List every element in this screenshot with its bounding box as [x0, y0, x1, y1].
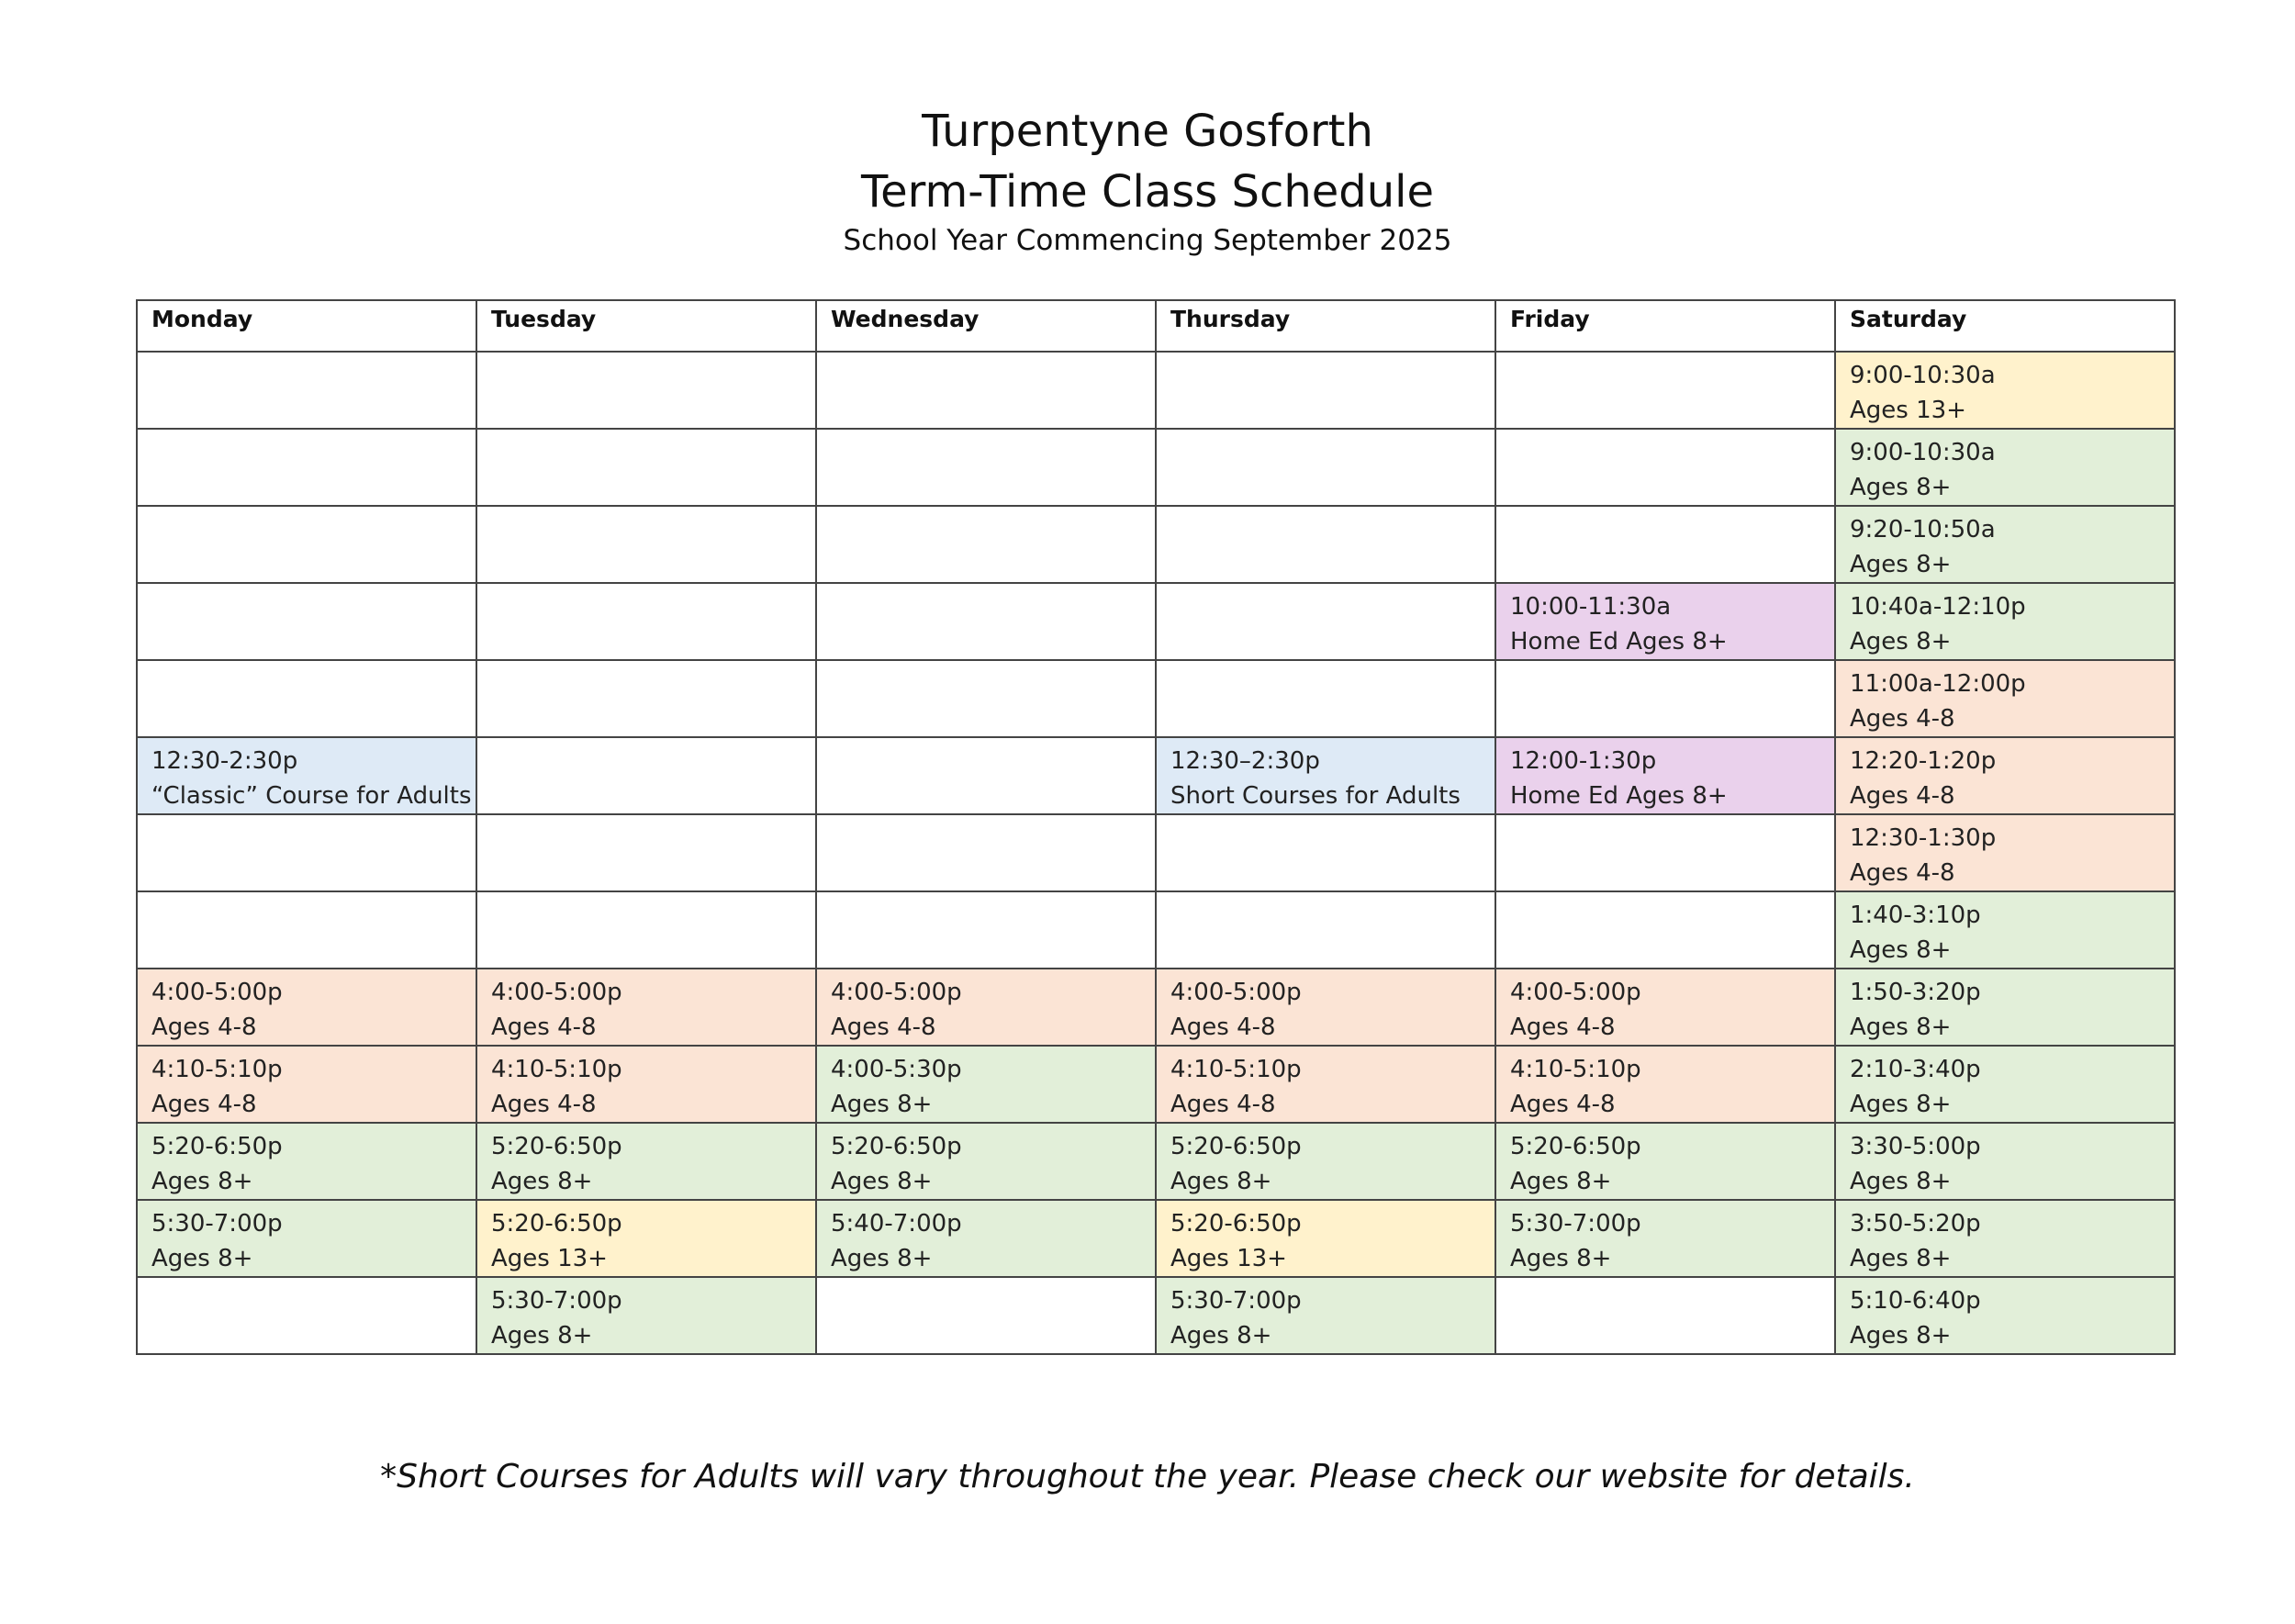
class-cell-saturday [1835, 429, 2175, 506]
class-cell-monday [137, 1046, 476, 1123]
class-description: Ages 8+ [831, 1245, 933, 1272]
class-time: 5:30-7:00p [491, 1287, 622, 1315]
class-cell-thursday [1156, 429, 1495, 506]
class-description: Ages 8+ [491, 1322, 593, 1350]
class-description: Ages 4-8 [151, 1091, 257, 1118]
class-cell-thursday [1156, 352, 1495, 429]
class-time: 12:30–2:30p [1170, 747, 1320, 775]
class-cell-friday [1495, 1277, 1835, 1354]
class-cell-saturday [1835, 814, 2175, 891]
class-cell-wednesday [816, 352, 1156, 429]
class-cell-friday [1495, 969, 1835, 1046]
schedule-row [137, 429, 2175, 506]
schedule-body [137, 352, 2175, 1354]
class-cell-monday [137, 1123, 476, 1200]
class-cell-tuesday [476, 1200, 816, 1277]
class-description: Ages 8+ [1170, 1322, 1272, 1350]
class-time: 10:00-11:30a [1510, 593, 1672, 621]
schedule-row [137, 737, 2175, 814]
class-description: Ages 4-8 [1170, 1014, 1276, 1041]
class-description: Ages 8+ [1850, 628, 1952, 655]
class-cell-monday [137, 506, 476, 583]
class-description: Short Courses for Adults [1170, 782, 1461, 810]
class-cell-thursday [1156, 891, 1495, 969]
class-cell-tuesday [476, 1046, 816, 1123]
class-cell-friday [1495, 814, 1835, 891]
class-schedule-table [136, 299, 2176, 1355]
class-cell-saturday [1835, 1123, 2175, 1200]
class-cell-wednesday [816, 1200, 1156, 1277]
class-time: 4:00-5:00p [491, 979, 622, 1006]
class-time: 4:00-5:00p [831, 979, 962, 1006]
class-time: 4:00-5:00p [1510, 979, 1641, 1006]
schedule-row [137, 1200, 2175, 1277]
class-time: 3:30-5:00p [1850, 1133, 1981, 1160]
class-description: Ages 4-8 [1510, 1014, 1616, 1041]
class-description: Ages 4-8 [491, 1014, 597, 1041]
day-header-row [137, 300, 2175, 352]
class-description: Ages 8+ [831, 1091, 933, 1118]
schedule-row [137, 969, 2175, 1046]
class-time: 4:00-5:00p [151, 979, 283, 1006]
day-header-tuesday: Tuesday [476, 300, 816, 352]
class-description: Ages 8+ [1850, 1168, 1952, 1195]
class-cell-wednesday [816, 1123, 1156, 1200]
schedule-row [137, 1046, 2175, 1123]
class-cell-tuesday [476, 660, 816, 737]
footnote: *Short Courses for Adults will vary throughout the year. Please check our website for details. [380, 1458, 1915, 1495]
class-time: 5:20-6:50p [1510, 1133, 1641, 1160]
document-subtitle-heading: Term-Time Class Schedule [860, 166, 1435, 218]
class-time: 5:30-7:00p [1510, 1210, 1641, 1238]
class-description: Ages 8+ [831, 1168, 933, 1195]
class-cell-monday [137, 429, 476, 506]
class-description: Ages 8+ [1850, 551, 1952, 578]
class-cell-tuesday [476, 969, 816, 1046]
class-cell-wednesday [816, 814, 1156, 891]
class-cell-friday [1495, 660, 1835, 737]
class-cell-tuesday [476, 1123, 816, 1200]
class-description: Ages 8+ [491, 1168, 593, 1195]
class-cell-thursday [1156, 737, 1495, 814]
class-cell-wednesday [816, 737, 1156, 814]
class-cell-tuesday [476, 814, 816, 891]
class-description: Ages 8+ [151, 1245, 253, 1272]
class-time: 9:00-10:30a [1850, 362, 1996, 389]
class-time: 5:20-6:50p [491, 1210, 622, 1238]
class-time: 1:40-3:10p [1850, 902, 1981, 929]
class-time: 12:30-1:30p [1850, 824, 1997, 852]
class-cell-friday [1495, 583, 1835, 660]
class-description: Ages 4-8 [1850, 782, 1955, 810]
class-cell-thursday [1156, 1046, 1495, 1123]
class-cell-thursday [1156, 814, 1495, 891]
class-description: “Classic” Course for Adults [151, 782, 472, 810]
class-cell-thursday [1156, 1277, 1495, 1354]
class-cell-thursday [1156, 1123, 1495, 1200]
schedule-row [137, 352, 2175, 429]
class-time: 4:10-5:10p [1170, 1056, 1302, 1083]
class-description: Ages 8+ [1170, 1168, 1272, 1195]
class-time: 12:30-2:30p [151, 747, 298, 775]
class-description: Ages 8+ [1850, 474, 1952, 501]
class-description: Ages 8+ [1850, 1245, 1952, 1272]
class-time: 4:10-5:10p [1510, 1056, 1641, 1083]
class-cell-friday [1495, 352, 1835, 429]
class-cell-saturday [1835, 352, 2175, 429]
class-cell-saturday [1835, 891, 2175, 969]
class-cell-friday [1495, 891, 1835, 969]
day-header-wednesday: Wednesday [816, 300, 1156, 352]
class-cell-monday [137, 969, 476, 1046]
class-cell-tuesday [476, 506, 816, 583]
schedule-row [137, 583, 2175, 660]
class-description: Home Ed Ages 8+ [1510, 628, 1728, 655]
class-description: Ages 8+ [1850, 936, 1952, 964]
class-time: 5:20-6:50p [831, 1133, 962, 1160]
class-time: 10:40a-12:10p [1850, 593, 2026, 621]
class-description: Ages 4-8 [1850, 705, 1955, 733]
class-cell-tuesday [476, 1277, 816, 1354]
class-description: Ages 4-8 [1170, 1091, 1276, 1118]
class-cell-saturday [1835, 506, 2175, 583]
class-cell-saturday [1835, 583, 2175, 660]
class-cell-tuesday [476, 583, 816, 660]
schedule-row [137, 891, 2175, 969]
class-time: 4:00-5:30p [831, 1056, 962, 1083]
class-description: Ages 13+ [1850, 397, 1966, 424]
class-cell-monday [137, 1277, 476, 1354]
class-cell-monday [137, 737, 476, 814]
class-time: 12:20-1:20p [1850, 747, 1997, 775]
class-description: Ages 8+ [1510, 1245, 1612, 1272]
class-cell-wednesday [816, 969, 1156, 1046]
class-cell-saturday [1835, 1200, 2175, 1277]
class-description: Ages 13+ [491, 1245, 608, 1272]
class-time: 2:10-3:40p [1850, 1056, 1981, 1083]
class-description: Ages 4-8 [151, 1014, 257, 1041]
class-time: 5:20-6:50p [1170, 1133, 1302, 1160]
class-time: 1:50-3:20p [1850, 979, 1981, 1006]
class-description: Ages 4-8 [491, 1091, 597, 1118]
class-cell-thursday [1156, 1200, 1495, 1277]
class-cell-monday [137, 814, 476, 891]
class-description: Ages 4-8 [1510, 1091, 1616, 1118]
class-cell-wednesday [816, 891, 1156, 969]
class-time: 3:50-5:20p [1850, 1210, 1981, 1238]
school-year-caption: School Year Commencing September 2025 [843, 224, 1452, 257]
class-cell-wednesday [816, 506, 1156, 583]
class-description: Ages 8+ [1510, 1168, 1612, 1195]
schedule-row [137, 1123, 2175, 1200]
class-cell-thursday [1156, 660, 1495, 737]
class-cell-wednesday [816, 1046, 1156, 1123]
class-time: 5:30-7:00p [151, 1210, 283, 1238]
class-cell-monday [137, 583, 476, 660]
class-cell-friday [1495, 1123, 1835, 1200]
class-time: 5:20-6:50p [491, 1133, 622, 1160]
class-cell-friday [1495, 1200, 1835, 1277]
day-header-monday: Monday [137, 300, 476, 352]
class-cell-saturday [1835, 969, 2175, 1046]
class-description: Home Ed Ages 8+ [1510, 782, 1728, 810]
class-cell-monday [137, 352, 476, 429]
class-time: 5:20-6:50p [151, 1133, 283, 1160]
class-time: 4:00-5:00p [1170, 979, 1302, 1006]
class-description: Ages 4-8 [831, 1014, 936, 1041]
class-cell-tuesday [476, 891, 816, 969]
class-time: 11:00a-12:00p [1850, 670, 2026, 698]
class-time: 5:10-6:40p [1850, 1287, 1981, 1315]
document-title: Turpentyne Gosforth [922, 106, 1373, 157]
class-cell-wednesday [816, 583, 1156, 660]
class-cell-monday [137, 891, 476, 969]
class-cell-saturday [1835, 660, 2175, 737]
class-time: 9:20-10:50a [1850, 516, 1996, 543]
class-cell-thursday [1156, 583, 1495, 660]
schedule-row [137, 814, 2175, 891]
day-header-saturday: Saturday [1835, 300, 2175, 352]
class-cell-friday [1495, 506, 1835, 583]
class-time: 5:20-6:50p [1170, 1210, 1302, 1238]
class-cell-thursday [1156, 969, 1495, 1046]
class-cell-tuesday [476, 429, 816, 506]
class-cell-friday [1495, 737, 1835, 814]
class-cell-tuesday [476, 737, 816, 814]
class-time: 9:00-10:30a [1850, 439, 1996, 466]
class-description: Ages 13+ [1170, 1245, 1287, 1272]
schedule-row [137, 506, 2175, 583]
class-cell-wednesday [816, 660, 1156, 737]
class-description: Ages 8+ [1850, 1014, 1952, 1041]
class-time: 12:00-1:30p [1510, 747, 1657, 775]
class-time: 5:40-7:00p [831, 1210, 962, 1238]
class-cell-wednesday [816, 1277, 1156, 1354]
class-cell-saturday [1835, 1277, 2175, 1354]
class-cell-thursday [1156, 506, 1495, 583]
class-time: 4:10-5:10p [491, 1056, 622, 1083]
day-header-thursday: Thursday [1156, 300, 1495, 352]
class-description: Ages 8+ [151, 1168, 253, 1195]
class-cell-monday [137, 660, 476, 737]
class-time: 5:30-7:00p [1170, 1287, 1302, 1315]
class-description: Ages 8+ [1850, 1322, 1952, 1350]
class-cell-saturday [1835, 737, 2175, 814]
class-time: 4:10-5:10p [151, 1056, 283, 1083]
schedule-row [137, 660, 2175, 737]
schedule-row [137, 1277, 2175, 1354]
class-description: Ages 8+ [1850, 1091, 1952, 1118]
schedule-header [137, 300, 2175, 352]
class-cell-wednesday [816, 429, 1156, 506]
class-cell-friday [1495, 1046, 1835, 1123]
class-cell-friday [1495, 429, 1835, 506]
class-cell-monday [137, 1200, 476, 1277]
class-cell-saturday [1835, 1046, 2175, 1123]
class-description: Ages 4-8 [1850, 859, 1955, 887]
day-header-friday: Friday [1495, 300, 1835, 352]
class-cell-tuesday [476, 352, 816, 429]
